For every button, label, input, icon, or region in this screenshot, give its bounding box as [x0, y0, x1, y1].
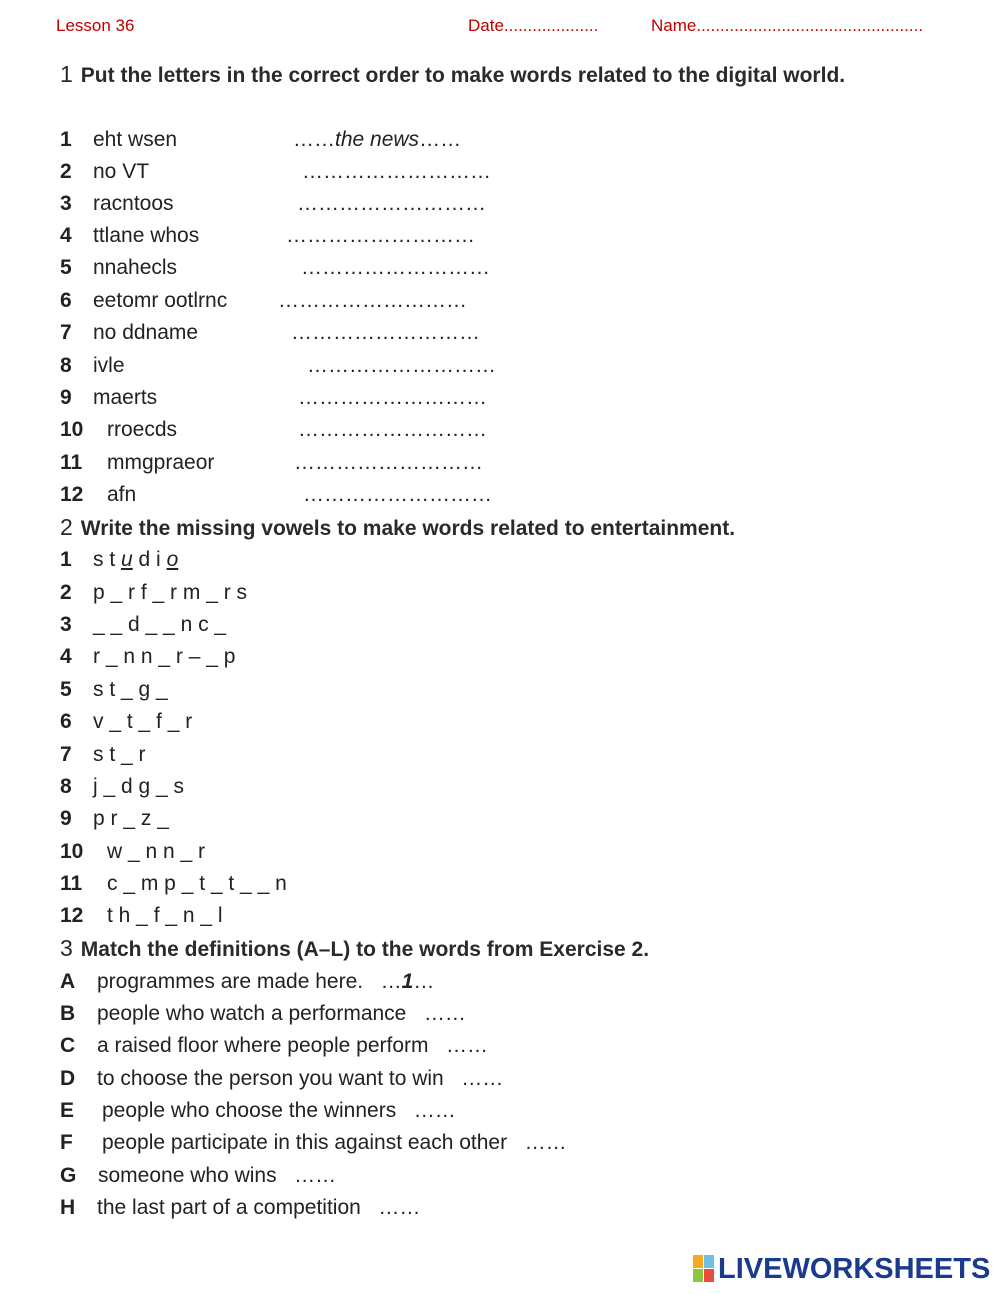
logo-text: LIVEWORKSHEETS	[718, 1253, 991, 1285]
item-number: 4	[60, 224, 72, 247]
item-letter: E	[60, 1099, 75, 1122]
answer-field[interactable]: ……	[423, 1002, 466, 1025]
gapped-word[interactable]: _ _ d _ _ n c _	[93, 613, 227, 636]
answer-field[interactable]: ………………………	[278, 289, 467, 312]
item-number: 8	[60, 775, 72, 798]
item-letter: F	[60, 1131, 73, 1154]
item-number: 12	[60, 904, 84, 927]
answer-field[interactable]: ………………………	[298, 386, 487, 409]
item-number: 5	[60, 678, 72, 701]
answer-field[interactable]: ………………………	[286, 224, 475, 247]
answer-field[interactable]: ………………………	[294, 451, 483, 474]
gapped-word[interactable]: v _ t _ f _ r	[93, 710, 193, 733]
scrambled-word: mmgpraeor	[107, 451, 215, 474]
gapped-word[interactable]: j _ d g _ s	[93, 775, 185, 798]
gapped-word[interactable]: c _ m p _ t _ t _ _ n	[107, 872, 287, 895]
answer-field[interactable]: ……	[413, 1099, 456, 1122]
scrambled-word: no ddname	[93, 321, 199, 344]
item-number: 12	[60, 483, 84, 506]
item-letter: G	[60, 1164, 77, 1187]
answer-field[interactable]: ………………………	[298, 418, 487, 441]
item-number: 7	[60, 321, 72, 344]
scrambled-word: eetomr ootlrnc	[93, 289, 228, 312]
definition-text: to choose the person you want to win	[97, 1067, 444, 1090]
item-number: 9	[60, 386, 72, 409]
answer-field[interactable]: ………………………	[301, 256, 490, 279]
answer-field[interactable]: ……	[446, 1034, 489, 1057]
instruction-text: Put the letters in the correct order to make words related to the digital world.	[80, 64, 846, 87]
item-letter: D	[60, 1067, 76, 1090]
item-number: 1	[60, 128, 72, 151]
page-header	[0, 16, 1000, 40]
answer-field[interactable]: ……	[294, 1164, 337, 1187]
gapped-word[interactable]: p _ r f _ r m _ r s	[93, 581, 248, 604]
item-letter: H	[60, 1196, 76, 1219]
name-field[interactable]: Name................................................	[651, 16, 924, 35]
exercise-2-instruction	[60, 511, 940, 545]
answer-field[interactable]: ………………………	[303, 483, 492, 506]
exercise-number: 1	[60, 61, 73, 87]
answer-field[interactable]: ……	[461, 1067, 504, 1090]
item-number: 4	[60, 645, 72, 668]
scrambled-word: eht wsen	[93, 128, 178, 151]
answer-field[interactable]: ……the news……	[293, 128, 462, 151]
gapped-word[interactable]: r _ n n _ r – _ p	[93, 645, 236, 668]
answer-field[interactable]: ………………………	[307, 354, 496, 377]
definition-text: the last part of a competition	[97, 1196, 361, 1219]
date-field[interactable]: Date....................	[468, 16, 599, 35]
item-letter: C	[60, 1034, 76, 1057]
liveworksheets-logo-icon	[693, 1255, 715, 1283]
answer-field[interactable]: ………………………	[302, 160, 491, 183]
gapped-word[interactable]: p r _ z _	[93, 807, 169, 830]
definition-text: someone who wins	[98, 1164, 277, 1187]
item-number: 6	[60, 710, 72, 733]
scrambled-word: ttlane whos	[93, 224, 200, 247]
answer-field[interactable]: ……	[524, 1131, 567, 1154]
definition-text: a raised floor where people perform	[97, 1034, 429, 1057]
gapped-word[interactable]: s t _ g _	[93, 678, 168, 701]
exercise-3-instruction	[60, 932, 940, 966]
answer-field[interactable]: ……	[378, 1196, 421, 1219]
item-number: 3	[60, 613, 72, 636]
scrambled-word: maerts	[93, 386, 158, 409]
lesson-label: Lesson 36	[56, 16, 135, 35]
item-number: 10	[60, 418, 84, 441]
answer-field[interactable]: ………………………	[291, 321, 480, 344]
item-number: 1	[60, 548, 72, 571]
item-number: 2	[60, 581, 72, 604]
definition-text: people who watch a performance	[97, 1002, 407, 1025]
scrambled-word: racntoos	[93, 192, 174, 215]
item-number: 11	[60, 872, 83, 895]
scrambled-word: ivle	[93, 354, 125, 377]
instruction-text: Match the definitions (A–L) to the words from Exercise 2.	[80, 938, 650, 961]
scrambled-word: nnahecls	[93, 256, 178, 279]
item-number: 11	[60, 451, 83, 474]
item-number: 9	[60, 807, 72, 830]
exercise-number: 3	[60, 935, 73, 961]
definition-text: people participate in this against each other	[102, 1131, 508, 1154]
answer-field[interactable]: ………………………	[297, 192, 486, 215]
liveworksheets-logo	[693, 1252, 993, 1286]
item-number: 10	[60, 840, 84, 863]
exercise-number: 2	[60, 514, 73, 540]
item-number: 7	[60, 743, 72, 766]
definition-text: people who choose the winners	[102, 1099, 397, 1122]
gapped-word[interactable]: w _ n n _ r	[107, 840, 206, 863]
definition-text: programmes are made here. …1…	[97, 970, 435, 993]
example-word: s t u d i o	[93, 548, 179, 571]
scrambled-word: no VT	[93, 160, 150, 183]
item-letter: A	[60, 970, 76, 993]
exercise-1-instruction	[60, 58, 940, 92]
scrambled-word: rroecds	[107, 418, 178, 441]
gapped-word[interactable]: t h _ f _ n _ l	[107, 904, 223, 927]
item-number: 8	[60, 354, 72, 377]
item-number: 6	[60, 289, 72, 312]
item-number: 3	[60, 192, 72, 215]
gapped-word[interactable]: s t _ r	[93, 743, 146, 766]
item-number: 2	[60, 160, 72, 183]
scrambled-word: afn	[107, 483, 137, 506]
instruction-text: Write the missing vowels to make words related to entertainment.	[80, 517, 736, 540]
item-number: 5	[60, 256, 72, 279]
item-letter: B	[60, 1002, 76, 1025]
